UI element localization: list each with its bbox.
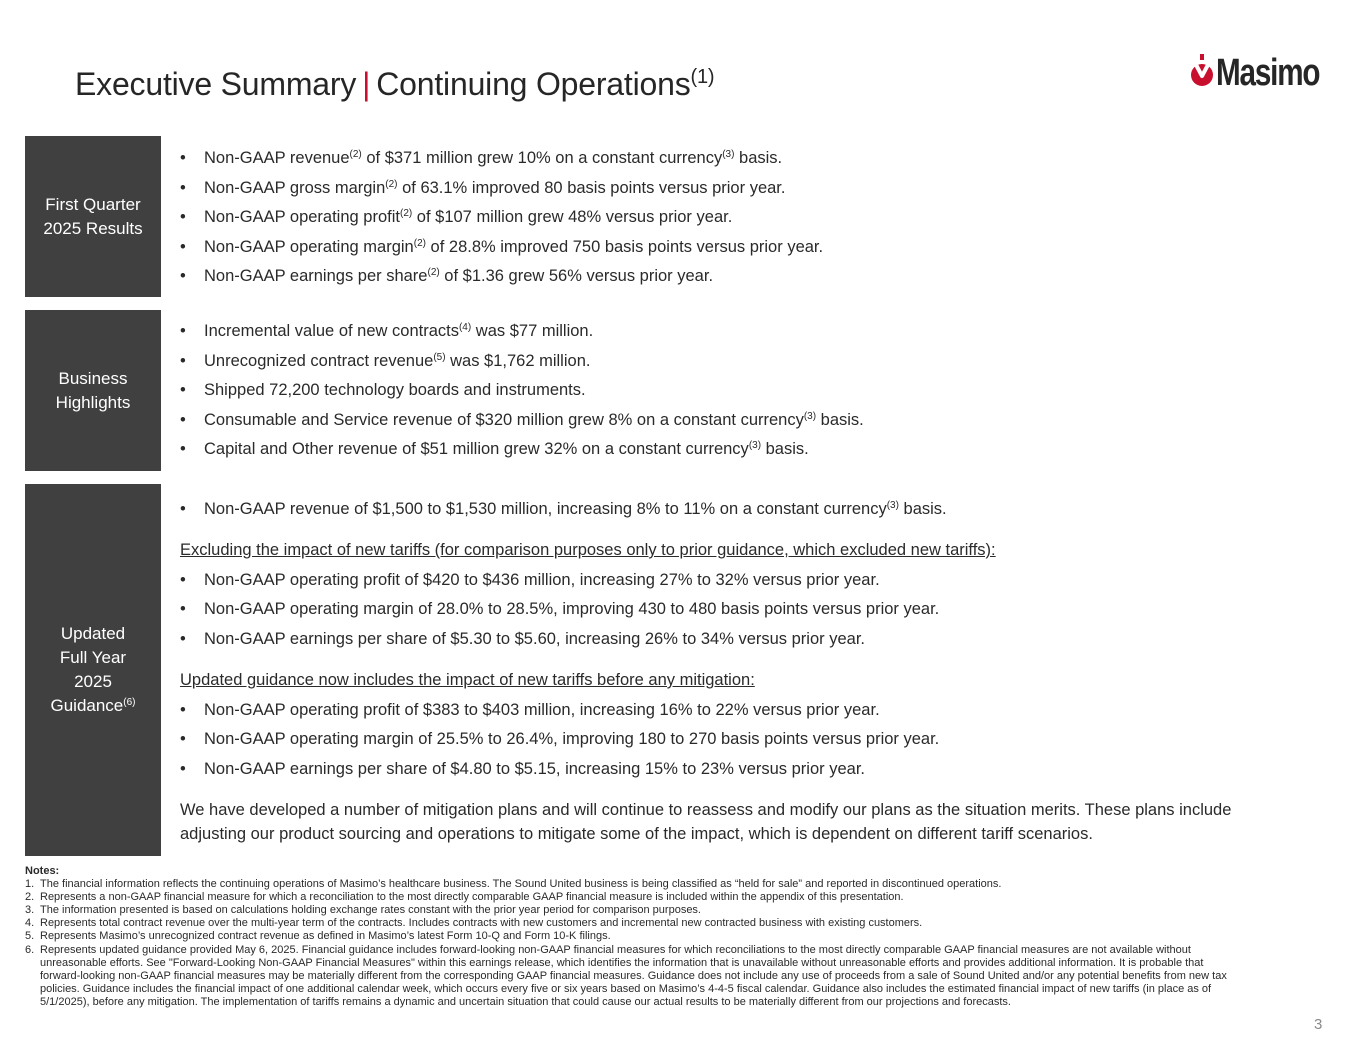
list-item: • Non-GAAP revenue$^{(2)}$ of $371 million grew 10% on a constant currency$^{(3)}$ basis. xyxy=(180,144,823,174)
list-item: • Non-GAAP earnings per share$^{(2)}$ of $1.36 grew 56% versus prior year. xyxy=(180,262,823,292)
page-title xyxy=(75,66,714,103)
title-separator: | xyxy=(362,66,371,102)
guidance-group-including-tariffs xyxy=(180,666,939,784)
label-line: Updated xyxy=(60,624,126,643)
bullet-point: • xyxy=(180,440,186,458)
footnote: 4. Represents total contract revenue over the multi-year term of the contracts. Includes contracts with new customers and incremental new contracted business with existing customers. xyxy=(25,917,923,930)
list-item: • Non-GAAP operating margin$^{(2)}$ of 28.8% improved 750 basis points versus prior year. xyxy=(180,233,823,263)
bullet-point: • xyxy=(180,410,186,429)
footnote: 2. Represents a non-GAAP financial measure for which a reconciliation to the most directly comparable GAAP financial measure is included within the appendix of this presentation. xyxy=(25,891,904,904)
bullet-point: • xyxy=(180,700,186,719)
title-footnote-ref: (1) xyxy=(690,66,715,88)
label-line: Highlights xyxy=(55,392,131,412)
guidance-top-list xyxy=(180,495,947,525)
label-line: First Quarter xyxy=(45,194,141,214)
list-item: • Non-GAAP revenue of $1,500 to $1,530 million, increasing 8% to 11% on a constant currency$^{(3)}$ basis. xyxy=(180,495,947,525)
subheading: Updated guidance now includes the impact of new tariffs before any mitigation: xyxy=(180,671,755,689)
bullet-point: • xyxy=(180,500,186,518)
business-highlights-list xyxy=(180,317,864,465)
subheading: Excluding the impact of new tariffs (for comparison purposes only to prior guidance, which excluded new tariffs): xyxy=(180,541,996,559)
section-label-q1-results xyxy=(25,136,161,297)
masimo-logo-icon xyxy=(1190,52,1214,94)
title-main: Executive Summary xyxy=(75,66,357,102)
section-label-business-highlights xyxy=(25,310,161,471)
bullet-point: • xyxy=(180,570,186,589)
label-line: Business xyxy=(58,368,128,388)
list-item: • Non-GAAP operating margin of 28.0% to 28.5%, improving 430 to 480 basis points versus prior year. xyxy=(180,595,996,625)
footnote: 5. Represents Masimo’s unrecognized contract revenue as defined in Masimo’s latest Form 10-Q and Form 10-K filings. xyxy=(25,930,611,943)
list-item: • Unrecognized contract revenue$^{(5)}$ was $1,762 million. xyxy=(180,347,864,377)
bullet-point: • xyxy=(180,759,186,778)
guidance-group-excluding-tariffs xyxy=(180,536,996,654)
section-label-guidance xyxy=(25,484,161,856)
list-item: • Non-GAAP operating profit of $383 to $403 million, increasing 16% to 22% versus prior year. xyxy=(180,696,939,726)
bullet-point: • xyxy=(180,600,186,618)
bullet-point: • xyxy=(180,351,186,370)
list-item: • Non-GAAP operating profit of $420 to $436 million, increasing 27% to 32% versus prior year. xyxy=(180,566,996,596)
title-sub: Continuing Operations xyxy=(376,66,691,102)
bullet-point: • xyxy=(180,730,186,748)
list-item: • Incremental value of new contracts$^{(4)}$ was $77 million. xyxy=(180,317,864,347)
bullet-point: • xyxy=(180,629,186,648)
bullet-point: • xyxy=(180,178,186,197)
label-line: Guidance xyxy=(50,696,124,715)
notes-heading: Notes: xyxy=(25,865,60,877)
list-item: • Non-GAAP operating profit$^{(2)}$ of $107 million grew 48% versus prior year. xyxy=(180,203,823,233)
masimo-logo xyxy=(1190,50,1348,96)
bullet-point: • xyxy=(180,237,186,256)
label-line: 2025 Results xyxy=(43,218,143,238)
list-item: • Non-GAAP earnings per share of $4.80 to $5.15, increasing 15% to 23% versus prior year. xyxy=(180,755,939,785)
list-item: • Non-GAAP operating margin of 25.5% to 26.4%, improving 180 to 270 basis points versus prior year. xyxy=(180,725,939,755)
page-number: 3 xyxy=(1314,1016,1323,1033)
list-item: • Capital and Other revenue of $51 million grew 32% on a constant currency$^{(3)}$ basis. xyxy=(180,435,864,465)
footnotes xyxy=(25,865,1235,1009)
bullet-point: • xyxy=(180,267,186,285)
bullet-point: • xyxy=(180,149,186,167)
label-line: Full Year xyxy=(59,648,127,667)
mitigation-paragraph: We have developed a number of mitigation plans and will continue to reassess and modify our plans as the situation merits. These plans include adjusting our product sourcing and operations to mitigate some of the impact, which is dependent on different tariff scenarios. xyxy=(180,801,1232,843)
bullet-point: • xyxy=(180,208,186,226)
list-item: • Non-GAAP earnings per share of $5.30 to $5.60, increasing 26% to 34% versus prior year. xyxy=(180,625,996,655)
list-item: • Non-GAAP gross margin$^{(2)}$ of 63.1% improved 80 basis points versus prior year. xyxy=(180,174,823,204)
list-item: • Shipped 72,200 technology boards and instruments. xyxy=(180,376,864,406)
footnote: 1. The financial information reflects the continuing operations of Masimo’s healthcare business. The Sound United business is being classified as “held for sale” and reported in discontinued operations. xyxy=(25,878,1002,891)
label-line: 2025 xyxy=(74,672,112,691)
q1-results-list xyxy=(180,144,823,292)
logo-text: Masimo xyxy=(1216,51,1320,94)
bullet-point: • xyxy=(180,322,186,340)
bullet-point: • xyxy=(180,381,186,399)
footnote: 6. Represents updated guidance provided May 6, 2025. Financial guidance includes forward-looking non-GAAP financial measures for which reconciliations to the most directly comparable GAAP financial measures are not available without unreasonable efforts. See "Forward-Looking Non-GAAP Financial Measures" within this earnings release, which identifies the information that is unavailable without unreasonable efforts and provides additional information. It is probable that forward-looking non-GAAP financial measures may be materially different from the corresponding GAAP financial measures. Guidance does not include any use of proceeds from a sale of Sound United and/or any potential benefits from new tax policies. Guidance includes the financial impact of one additional calendar week, which occurs every five or six years based on Masimo’s 4-4-5 fiscal calendar. Guidance also includes the estimated financial impact of new tariffs (in place as of 5/1/2025), before any mitigation. The implementation of tariffs remains a dynamic and uncertain situation that could cause our actual results to be materially different from our projections and forecasts. xyxy=(25,943,1227,1008)
footnote: 3. The information presented is based on calculations holding exchange rates constant with the prior year period for comparison purposes. xyxy=(25,904,701,917)
label-footnote-ref: (6) xyxy=(123,697,136,708)
list-item: • Consumable and Service revenue of $320 million grew 8% on a constant currency$^{(3)}$ basis. xyxy=(180,406,864,436)
